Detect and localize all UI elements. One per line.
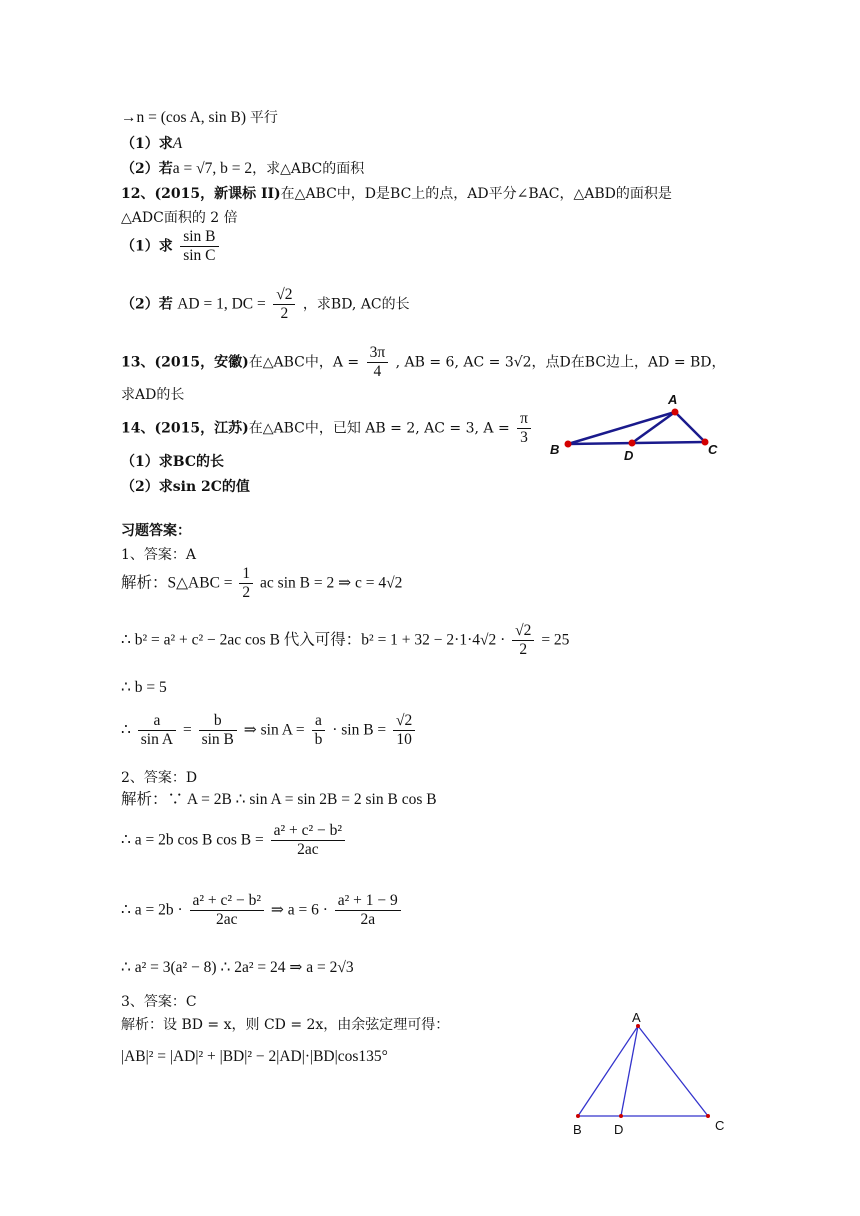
answer-1-step-3: ∴ b = 5 (121, 679, 167, 696)
p14-question-1: （1）求BC的长 (121, 454, 224, 470)
a2-s3-pre: ∴ a = 2b · (121, 901, 183, 919)
answer-3-step-2: |AB|² = |AD|² + |BD|² − 2|AD|·|BD|cos135° (121, 1048, 388, 1065)
a2-s3-den2: 2a (360, 911, 376, 928)
segment-AB (568, 412, 675, 444)
a1-s4-f2d: sin B (201, 731, 234, 748)
a1-s2-fraction (512, 622, 534, 659)
p11-vector-line (121, 108, 278, 129)
a2-s3-den: 2ac (215, 911, 238, 928)
triangle-figure-1-svg (548, 390, 728, 465)
answer-1-step-4 (121, 712, 418, 749)
a1-s1-post: ac sin B = 2 ⇒ c = 4√2 (260, 574, 403, 592)
p11-question-2 (121, 159, 364, 179)
a1-s4-mid2: · sin B = (332, 721, 387, 739)
p12-body: 在△ABC中，D是BC上的点，AD平分∠BAC，△ABD的面积是 (280, 186, 672, 202)
a1-s2: ∴ b² = a² + c² − 2ac cos B 代入可得：b² = 1 + 32 − 2·1·4√2 · (121, 631, 506, 649)
p14-num: π (517, 410, 531, 429)
point-B (576, 1114, 580, 1118)
p13-text-c: 求AD的长 (121, 387, 185, 403)
a2-s2-den: 2ac (297, 841, 319, 858)
a1-s4-frac-3 (312, 712, 326, 749)
p11-q2-label: （2）若 (121, 161, 173, 177)
p12-line-2 (121, 208, 238, 228)
a1-s2-den: 2 (519, 641, 528, 658)
a1-s4-eq: = (182, 721, 192, 739)
p13-line-2 (121, 385, 184, 405)
segment-CA (675, 412, 705, 442)
segment-CA (638, 1026, 708, 1116)
a1-s4-pre: ∴ (121, 721, 131, 739)
a2-s3-fraction-1 (190, 892, 264, 929)
p14-question-2: （2）求sin 2C的值 (121, 479, 250, 495)
a1-s1-den: 2 (242, 584, 251, 601)
p12-question-2 (121, 286, 410, 323)
a1-s4-f3d: b (314, 731, 323, 748)
triangle-figure-2-svg (565, 1010, 735, 1140)
a1-s4-mid: ⇒ sin A = (243, 721, 305, 739)
a1-s1-fraction (239, 565, 253, 602)
a1-s4-frac-4 (393, 712, 415, 749)
a1-s4-f3n: a (312, 712, 326, 731)
answer-3: 3、答案：C (121, 994, 197, 1010)
point-B (565, 441, 572, 448)
a1-s2-num: √2 (512, 622, 534, 641)
answer-2-step-3 (121, 892, 404, 929)
fig2-label-c: C (715, 1118, 725, 1133)
answer-1-step-1 (121, 565, 402, 602)
p14-den: 3 (520, 429, 528, 446)
p12-line-1 (121, 184, 672, 204)
p12-q1-den: sin C (183, 247, 216, 264)
a1-s4-frac-2 (199, 712, 237, 749)
p11-q1-math: A (172, 135, 183, 152)
p14-text-a: 在△ABC中，已知 AB = 2, AC = 3, A = (248, 420, 510, 437)
p14-line-1 (121, 410, 534, 447)
point-D (629, 440, 636, 447)
a1-s1-num: 1 (239, 565, 253, 584)
triangle-figure-2 (565, 1010, 735, 1140)
a1-s4-f2n: b (199, 712, 237, 731)
point-A (672, 409, 679, 416)
a1-s4-f1n: a (138, 712, 176, 731)
p13-text-b: , AB = 6, AC = 3√2，点D在BC边上，AD = BD， (395, 354, 726, 371)
fig1-label-c: C (708, 442, 718, 457)
a1-s4-frac-1 (138, 712, 176, 749)
p11-q2-tail: ，求△ABC的面积 (252, 161, 365, 177)
p14-fraction (517, 410, 531, 447)
answer-2-step-1: 解析：∵ A = 2B ∴ sin A = sin 2B = 2 sin B cos B (121, 791, 437, 808)
answers-title: 习题答案： (121, 523, 191, 539)
fig2-label-b: B (573, 1122, 582, 1137)
p11-parallel: 平行 (249, 111, 278, 126)
p12-head: 12、(2015，新课标 II) (121, 186, 281, 202)
segment-BC (568, 442, 705, 444)
point-C (706, 1114, 710, 1118)
p11-vector-n: →n = (cos A, sin B) (121, 109, 246, 126)
a2-s3-num2: a² + 1 − 9 (335, 892, 401, 911)
a1-s4-f1d: sin A (140, 731, 174, 748)
p12-q2-num: √2 (273, 286, 295, 305)
a2-s3-num: a² + c² − b² (190, 892, 264, 911)
a2-s3-fraction-2 (335, 892, 401, 929)
answer-1: 1、答案：A (121, 547, 197, 563)
segment-AD (632, 412, 675, 443)
fig1-label-b: B (550, 442, 560, 457)
p13-text-a: 在△ABC中，A = (248, 354, 360, 371)
answer-2: 2、答案：D (121, 770, 198, 786)
a1-s4-f4n: √2 (393, 712, 415, 731)
p12-question-1 (121, 228, 222, 265)
p11-q1-label: （1）求 (121, 136, 173, 152)
fig1-label-a: A (668, 392, 678, 407)
p12-q2-den: 2 (280, 305, 289, 322)
p12-q2-tail: ，求BD, AC的长 (302, 296, 410, 313)
p13-den: 4 (373, 363, 382, 380)
p12-q1-fraction (180, 228, 218, 265)
answer-2-step-2 (121, 822, 348, 859)
answer-3-step-1: 解析：设 BD = x，则 CD = 2x，由余弦定理可得： (121, 1017, 450, 1033)
p13-line-1 (121, 344, 726, 381)
fig2-label-d: D (614, 1122, 624, 1137)
p11-q2-math: a = √7, b = 2 (172, 160, 253, 177)
a2-s2-num: a² + c² − b² (271, 822, 345, 841)
a2-s2-fraction (271, 822, 345, 859)
p12-q1-label: （1）求 (121, 238, 173, 255)
p11-question-1 (121, 134, 182, 154)
a1-s1-pre: 解析：S△ABC = (121, 574, 233, 592)
p12-q1-num: sin B (180, 228, 218, 247)
p12-q2-label: （2）若 (121, 296, 173, 313)
fig1-label-d: D (624, 448, 634, 463)
answer-1-step-2 (121, 622, 569, 659)
p12-q2-fraction (273, 286, 295, 323)
a1-s2-post: = 25 (541, 631, 570, 649)
p12-q2-math: AD = 1, DC = (177, 295, 266, 313)
a1-s4-f4d: 10 (396, 731, 412, 748)
a2-s2-pre: ∴ a = 2b cos B cos B = (121, 831, 264, 849)
a2-s3-mid: ⇒ a = 6 · (270, 901, 328, 919)
triangle-figure-1 (548, 390, 728, 465)
p14-head: 14、(2015，江苏) (121, 420, 249, 437)
p13-num: 3π (367, 344, 389, 363)
p13-head: 13、(2015，安徽) (121, 354, 249, 371)
point-D (619, 1114, 623, 1118)
answer-2-step-4: ∴ a² = 3(a² − 8) ∴ 2a² = 24 ⇒ a = 2√3 (121, 959, 354, 976)
p13-fraction (367, 344, 389, 381)
fig2-label-a: A (632, 1010, 641, 1025)
p12-body-2: △ADC面积的 2 倍 (121, 210, 238, 226)
